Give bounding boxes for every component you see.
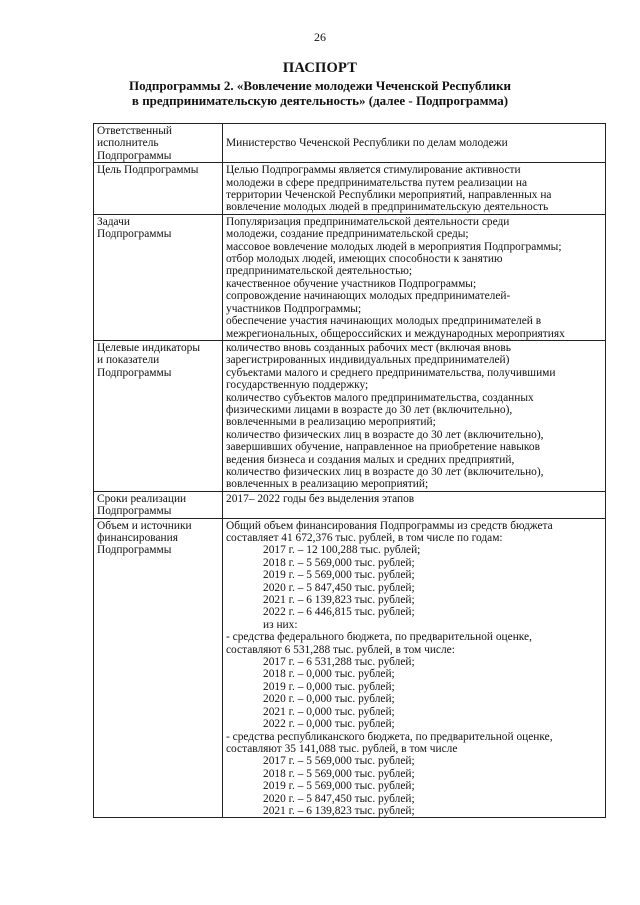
funding-year-line: 2018 г. – 5 569,000 тыс. рублей; [263,556,415,569]
row-label [94,163,223,215]
content-line: Популяризация предпринимательской деятельности среди [226,215,510,228]
funding-year-line: 2018 г. – 5 569,000 тыс. рублей; [263,767,415,780]
row-goal [94,163,606,215]
row-label [94,491,223,518]
label-line: Целевые индикаторы [97,341,201,354]
row-content [223,491,606,518]
content-line: физическими лицами в возрасте до 30 лет (включительно), [226,403,513,416]
row-content [223,163,606,215]
label-line: финансирования [97,532,178,544]
label-line: Цель Подпрограммы [97,164,199,177]
funding-year-line: 2017 г. – 5 569,000 тыс. рублей; [263,755,415,768]
content-line: предпринимательской деятельностью; [226,265,413,278]
content-line: государственную поддержку; [226,379,369,392]
row-content [223,518,606,818]
content-line: составляют 35 141,088 тыс. рублей, в том числе [226,742,458,755]
content-line: количество физических лиц в возрасте до 30 лет (включительно), [226,465,544,478]
funding-year-line: 2022 г. – 0,000 тыс. рублей; [263,718,395,731]
label-line: Подпрограммы [97,544,172,557]
funding-year-line: 2018 г. – 0,000 тыс. рублей; [263,668,395,681]
funding-year-line: 2021 г. – 6 139,823 тыс. рублей; [263,804,415,817]
content-line: молодежи, создание предпринимательской среды; [226,228,469,241]
content-line: обеспечение участия начинающих молодых предпринимателей в [226,315,542,328]
content-line: территории Чеченской Республики мероприятий, направленных на [226,189,552,202]
content-line: молодежи в сфере предпринимательства путем реализации на [226,176,528,189]
passport-table [93,123,606,818]
row-label [94,340,223,491]
row-content [223,124,606,163]
funding-year-line: 2021 г. – 6 139,823 тыс. рублей; [263,594,415,607]
content-line: отбор молодых людей, имеющих способности к занятию [226,253,503,266]
label-line: Сроки реализации [97,492,187,505]
row-target-indicators [94,340,606,491]
funding-year-line: 2022 г. – 6 446,815 тыс. рублей; [263,606,415,619]
content-line: - средства федерального бюджета, по предварительной оценке, [226,631,532,644]
content-line: завершивших обучение, направленное на приобретение навыков [226,441,540,454]
content-line: субъектами малого и среднего предпринимательства, получившими [226,366,556,379]
funding-year-line: 2019 г. – 5 569,000 тыс. рублей; [263,569,415,582]
label-line: Объем и источники [97,519,192,532]
label-line: Подпрограммы [97,505,172,518]
funding-year-line: 2020 г. – 0,000 тыс. рублей; [263,693,395,706]
content-line: Министерство Чеченской Республики по делам молодежи [226,137,508,150]
content-line: зарегистрированных индивидуальных предпринимателей) [226,354,510,367]
content-line: количество вновь созданных рабочих мест (включая вновь [226,341,511,354]
row-label [94,518,223,818]
label-line: Ответственный [97,125,173,137]
funding-year-line: из них: [263,618,298,631]
content-line: количество субъектов малого предпринимательства, созданных [226,391,534,404]
content-line: количество физических лиц в возрасте до 30 лет (включительно), [226,428,544,441]
content-line: ведения бизнеса и создания малых и средних предприятий, [226,453,515,466]
content-line: сопровождение начинающих молодых предпринимателей- [226,290,511,303]
funding-year-line: 2020 г. – 5 847,450 тыс. рублей; [263,792,415,805]
content-line: межрегиональных, общероссийских и международных мероприятиях [226,327,565,340]
content-line: - средства республиканского бюджета, по предварительной оценке, [226,730,553,743]
funding-year-line: 2017 г. – 12 100,288 тыс. рублей; [263,544,421,557]
row-tasks [94,214,606,340]
label-line: Подпрограммы [97,366,172,379]
label-line: исполнитель [97,137,159,150]
funding-year-line: 2017 г. – 6 531,288 тыс. рублей; [263,656,415,669]
row-timeline [94,491,606,518]
content-line [226,125,602,137]
funding-year-line: 2019 г. – 5 569,000 тыс. рублей; [263,780,415,793]
content-line: 2017– 2022 годы без выделения этапов [226,492,415,505]
content-line: вовлеченных в реализацию мероприятий; [226,478,429,491]
content-line: Общий объем финансирования Подпрограммы из средств бюджета [226,519,553,532]
label-line: Задачи [97,215,130,228]
funding-year-line: 2019 г. – 0,000 тыс. рублей; [263,680,395,693]
label-line: Подпрограммы [97,228,172,241]
content-line: составляют 6 531,288 тыс. рублей, в том числе: [226,643,455,656]
content-line: вовлеченными в реализацию мероприятий; [226,416,436,429]
document-title: ПАСПОРТ [282,60,358,76]
passport-table-body [94,124,606,818]
row-label [94,124,223,163]
funding-year-line: 2021 г. – 0,000 тыс. рублей; [263,705,395,718]
subtitle-line: в предпринимательскую деятельность» (далее - Подпрограмма) [131,92,509,108]
content-line: составляет 41 672,376 тыс. рублей, в том числе по годам: [226,532,503,544]
row-content [223,340,606,491]
content-line: массовое вовлечение молодых людей в мероприятия Подпрограммы; [226,240,562,253]
label-line: Подпрограммы [97,149,172,162]
funding-year-line: 2020 г. – 5 847,450 тыс. рублей; [263,581,415,594]
subtitle-line: Подпрограммы 2. «Вовлечение молодежи Чеченской Республики [129,78,511,93]
document-subtitle [0,79,640,108]
row-funding [94,518,606,818]
content-line: качественное обучение участников Подпрограммы; [226,277,477,290]
content-line: вовлечение молодых людей в предпринимательскую деятельность [226,201,549,214]
row-responsible-executor [94,124,606,163]
row-content [223,214,606,340]
label-line: и показатели [97,354,160,367]
page-number: 26 [314,30,326,44]
content-line: Целью Подпрограммы является стимулирование активности [226,164,521,177]
content-line: участников Подпрограммы; [226,302,362,315]
row-label [94,214,223,340]
